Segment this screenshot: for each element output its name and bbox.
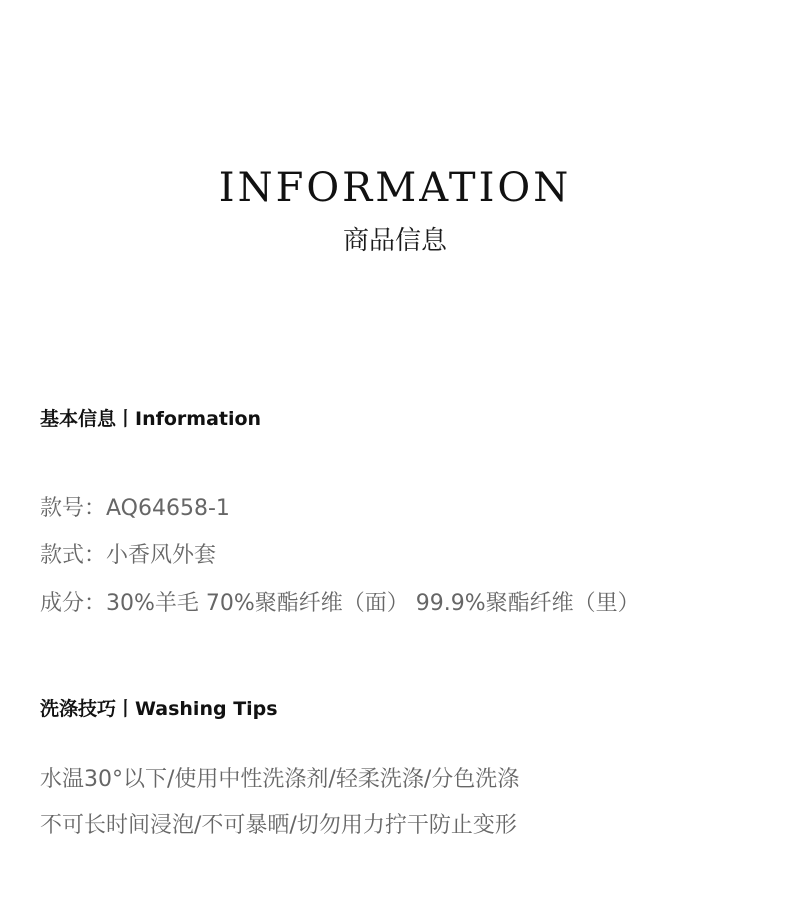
page-title: INFORMATION bbox=[218, 165, 572, 211]
style-text: 款式：小香风外套 bbox=[40, 543, 217, 568]
washing-tip-line-1: 水温30°以下/使用中性洗涤剂/轻柔洗涤/分色洗涤 bbox=[40, 767, 520, 792]
page-subtitle: 商品信息 bbox=[342, 226, 447, 256]
washing-tip-line-2: 不可长时间浸泡/不可暴晒/切勿用力拧干防止变形 bbox=[40, 813, 517, 838]
composition-text: 成分：30%羊毛 70%聚酯纤维（面） 99.9%聚酯纤维（里） bbox=[40, 591, 640, 616]
basic-info-heading: 基本信息丨Information bbox=[40, 408, 262, 430]
style-number-text: 款号：AQ64658-1 bbox=[40, 496, 230, 521]
washing-tips-heading: 洗涤技巧丨Washing Tips bbox=[40, 698, 278, 720]
